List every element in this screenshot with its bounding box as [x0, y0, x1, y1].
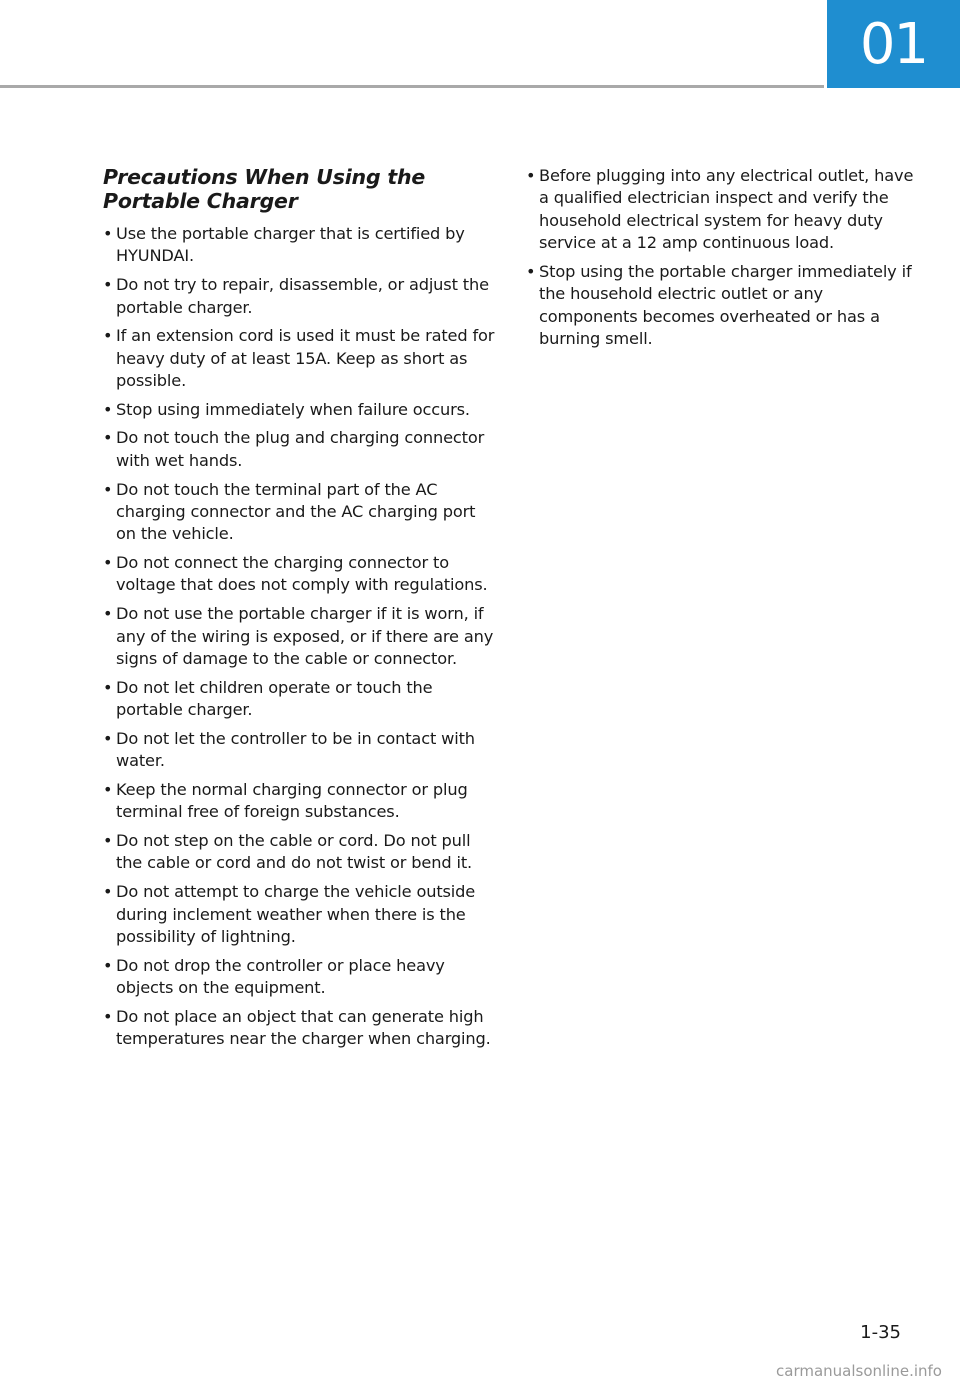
list-item: • Do not touch the terminal part of the AC charging connector and the AC charging port on the vehicle.: [103, 479, 495, 546]
list-item: • Do not place an object that can generate high temperatures near the charger when charging.: [103, 1006, 495, 1051]
section-title: [103, 165, 495, 213]
list-item: • Do not step on the cable or cord. Do not pull the cable or cord and do not twist or bend it.: [103, 830, 495, 875]
list-item: • Do not try to repair, disassemble, or adjust the portable charger.: [103, 274, 495, 319]
list-item: • Stop using immediately when failure occurs.: [103, 399, 495, 421]
list-item: • Keep the normal charging connector or plug terminal free of foreign substances.: [103, 779, 495, 824]
list-item: • Do not attempt to charge the vehicle outside during inclement weather when there is the possibility of lightning.: [103, 881, 495, 948]
precautions-list-right: [526, 165, 918, 351]
list-item: • Do not let the controller to be in contact with water.: [103, 728, 495, 773]
header-divider: [0, 85, 824, 88]
watermark-link[interactable]: carmanualsonline.info: [776, 1362, 942, 1380]
list-item: • Do not drop the controller or place heavy objects on the equipment.: [103, 955, 495, 1000]
page-number: 1-35: [860, 1322, 901, 1343]
left-column: [103, 165, 495, 1057]
right-column: [526, 165, 918, 357]
list-item: • Do not use the portable charger if it is worn, if any of the wiring is exposed, or if there are any signs of damage to the cable or connector.: [103, 603, 495, 670]
section-title-line-1: Precautions When Using the: [103, 165, 426, 189]
list-item: • Stop using the portable charger immediately if the household electric outlet or any components becomes overheated or has a burning smell.: [526, 261, 918, 351]
list-item: • Do not let children operate or touch the portable charger.: [103, 677, 495, 722]
list-item: • Do not connect the charging connector to voltage that does not comply with regulations.: [103, 552, 495, 597]
list-item: • If an extension cord is used it must be rated for heavy duty of at least 15A. Keep as short as possible.: [103, 325, 495, 392]
precautions-list-left: [103, 223, 495, 1051]
chapter-number: 01: [859, 11, 928, 77]
list-item: • Use the portable charger that is certified by HYUNDAI.: [103, 223, 495, 268]
list-item: • Do not touch the plug and charging connector with wet hands.: [103, 427, 495, 472]
section-title-line-2: Portable Charger: [103, 189, 298, 213]
list-item: • Before plugging into any electrical outlet, have a qualified electrician inspect and verify the household electrical system for heavy duty service at a 12 amp continuous load.: [526, 165, 918, 255]
chapter-tab: [827, 0, 960, 88]
